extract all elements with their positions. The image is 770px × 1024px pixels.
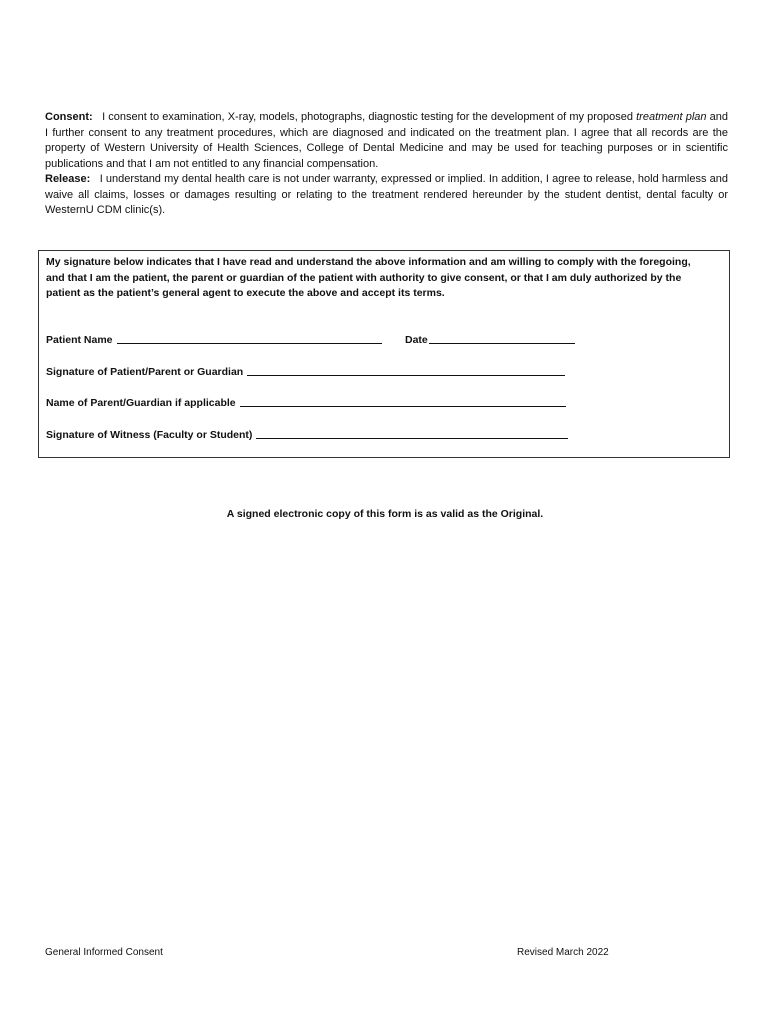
date-field[interactable] — [405, 334, 575, 346]
witness-field[interactable] — [46, 429, 568, 441]
patient-name-line[interactable] — [117, 342, 382, 344]
consent-text-italic: treatment plan — [636, 111, 707, 123]
consent-label: Consent: — [45, 111, 93, 123]
footer-form-name: General Informed Consent — [45, 947, 163, 958]
consent-paragraph — [45, 110, 728, 172]
signature-intro: My signature below indicates that I have read and understand the above information and am willing to comply with the foregoing, and that I am the patient, the parent or guardian of the patient with authority to give consent, or that I am duly authorized by the patient as the patient’s general agent to execute the above and accept its terms. — [46, 256, 691, 299]
parent-name-field[interactable] — [46, 397, 566, 409]
release-text: I understand my dental health care is not under warranty, expressed or implied. In addition, I agree to release, hold harmless and waive all claims, losses or damages resulting or relating to the treatment rendered hereunder by the student dentist, dental faculty or WesternU CDM clinic(s). — [45, 173, 728, 217]
signature-box — [38, 250, 730, 458]
signature-patient-label: Signature of Patient/Parent or Guardian — [46, 366, 244, 378]
patient-name-field[interactable] — [46, 334, 382, 346]
date-label: Date — [405, 334, 428, 346]
patient-name-label: Patient Name — [46, 334, 113, 346]
footer-revision: Revised March 2022 — [517, 947, 609, 958]
witness-line[interactable] — [256, 437, 568, 439]
signature-patient-field[interactable] — [46, 366, 565, 378]
parent-name-line[interactable] — [240, 405, 566, 407]
consent-text-post: and I further consent to any treatment procedures, which are diagnosed and indicated on the treatment plan. I agree that all records are the property of Western University of Health Sciences, College of Dental Medicine and may be used for teaching purposes or in scientific publications and that I am not entitled to any financial compensation. — [45, 111, 729, 170]
witness-label: Signature of Witness (Faculty or Student) — [46, 429, 253, 441]
consent-text-pre: I consent to examination, X-ray, models, photographs, diagnostic testing for the development of my proposed — [102, 111, 633, 123]
parent-name-label: Name of Parent/Guardian if applicable — [46, 397, 236, 409]
date-line[interactable] — [429, 342, 575, 344]
release-paragraph — [45, 172, 728, 219]
electronic-copy-note: A signed electronic copy of this form is as valid as the Original. — [226, 508, 544, 520]
signature-patient-line[interactable] — [247, 374, 565, 376]
release-label: Release: — [45, 173, 91, 185]
